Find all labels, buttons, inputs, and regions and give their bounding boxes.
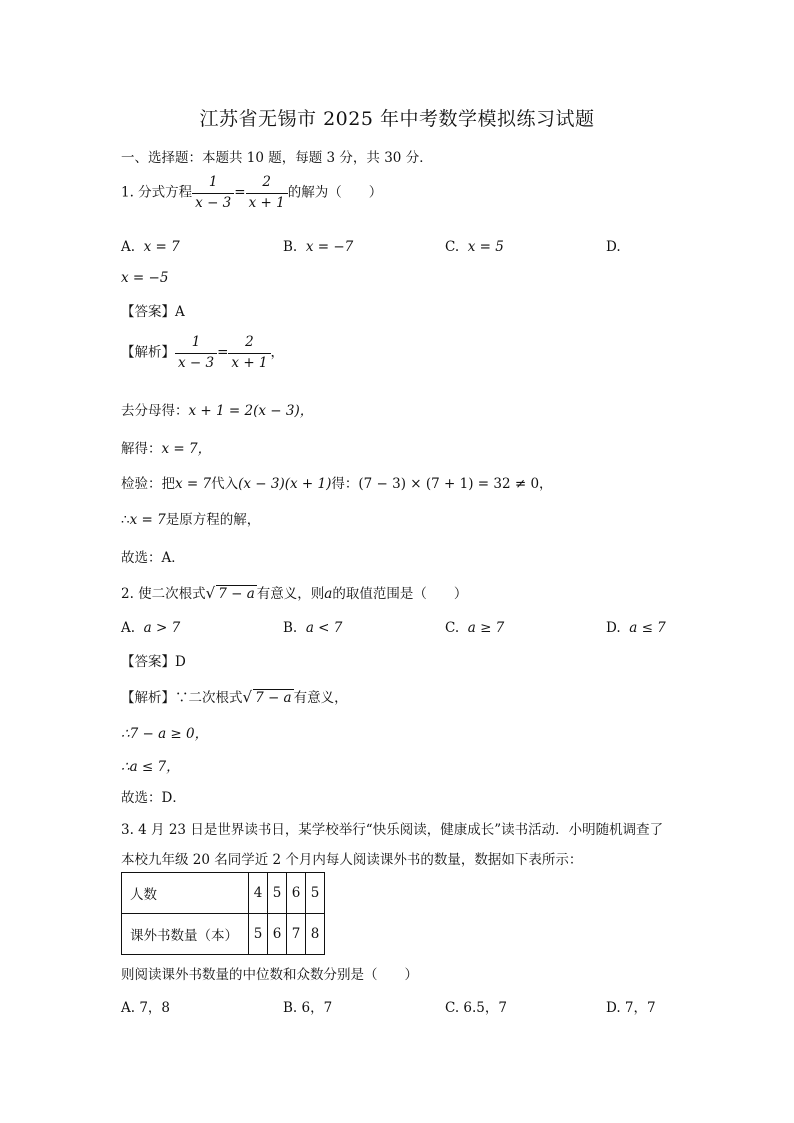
- q1-step-3: [121, 472, 553, 492]
- q1-analysis-frac-left-den: x − 3: [178, 354, 215, 371]
- q2-step-1: ∴7 − a ≥ 0，: [121, 726, 209, 742]
- q3-data-table: [121, 872, 325, 955]
- q1-step-3-a: 检验：把: [121, 476, 175, 492]
- q3-stem-line-2: 本校九年级 20 名同学近 2 个月内每人阅读课外书的数量，数据如下表所示：: [121, 852, 583, 868]
- answer-tag: 【答案】: [121, 304, 175, 320]
- q1-step-1-expr: x + 1 = 2(x − 3)，: [188, 403, 314, 419]
- q1-stem-prefix: 1. 分式方程: [121, 184, 193, 201]
- q1-option-a: [121, 239, 180, 255]
- table-row: [122, 914, 325, 955]
- q1-option-d-value: x = −5: [121, 270, 169, 286]
- q1-analysis-frac-right-num: 2: [228, 336, 270, 354]
- q2-stem-suffix: 的取值范围是（ ）: [332, 586, 468, 602]
- q1-analysis-frac-right-den: x + 1: [231, 354, 268, 371]
- q2-option-a-label: A.: [121, 620, 136, 636]
- q1-frac-right-num: 2: [246, 176, 288, 194]
- q2-answer-value: D: [175, 654, 186, 670]
- q1-option-c: [445, 239, 504, 255]
- q2-option-d: [606, 620, 666, 636]
- sqrt-icon: √: [242, 688, 253, 706]
- q1-step-2: [121, 437, 211, 457]
- q1-option-b-label: B.: [283, 239, 298, 255]
- q1-frac-left-num: 1: [192, 176, 234, 194]
- q2-step-3: 故选：D．: [121, 790, 186, 806]
- q1-step-3-c: 代入: [211, 476, 239, 492]
- table-cell: 8: [306, 914, 325, 955]
- q1-step-4-c: 是原方程的解，: [165, 512, 261, 528]
- table-row-label: 课外书数量（本）: [122, 914, 249, 955]
- q2-option-c: [445, 620, 504, 636]
- q1-step-3-b: x = 7: [175, 476, 212, 492]
- q1-option-b-value: x = −7: [305, 239, 354, 255]
- q2-option-b-value: a < 7: [305, 620, 343, 636]
- q2-option-d-value: a ≤ 7: [629, 620, 666, 636]
- table-cell: 5: [306, 873, 325, 914]
- q2-stem-prefix: 2. 使二次根式: [121, 586, 206, 602]
- q1-option-b: [283, 239, 353, 255]
- q2-option-c-value: a ≥ 7: [467, 620, 505, 636]
- q1-answer-value: A: [175, 304, 185, 320]
- q1-frac-right-den: x + 1: [248, 194, 285, 211]
- q3-option-c: C. 6.5，7: [445, 1000, 507, 1016]
- analysis-tag: 【解析】: [121, 690, 175, 706]
- q2-option-b-label: B.: [283, 620, 298, 636]
- q1-step-4: [121, 508, 260, 528]
- q2-analysis: [121, 686, 348, 706]
- q2-step-2: ∴a ≤ 7，: [121, 759, 180, 775]
- q2-analysis-b: 有意义，: [293, 690, 348, 706]
- q1-step-3-d: (x − 3)(x + 1): [238, 476, 332, 492]
- q1-step-5: 故选：A．: [121, 550, 185, 566]
- q1-analysis-tail: ，: [270, 344, 285, 361]
- q2-analysis-radicand: 7 − a: [255, 690, 292, 706]
- q1-stem-suffix: 的解为（ ）: [287, 184, 383, 201]
- q1-equals: =: [234, 184, 246, 201]
- q2-stem: [121, 582, 467, 602]
- q2-analysis-a: ∵二次根式: [175, 690, 243, 706]
- q3-stem-line-1: 3. 4 月 23 日是世界读书日，某学校举行“快乐阅读，健康成长”读书活动．小明随机调查了: [121, 822, 664, 838]
- answer-tag: 【答案】: [121, 654, 175, 670]
- q2-option-b: [283, 620, 342, 636]
- q2-option-a-value: a > 7: [143, 620, 181, 636]
- section-heading: 一、选择题：本题共 10 题，每题 3 分，共 30 分．: [121, 150, 433, 166]
- q1-option-c-value: x = 5: [467, 239, 504, 255]
- document-title: 江苏省无锡市 2025 年中考数学模拟练习试题: [199, 108, 595, 130]
- table-cell: 6: [287, 873, 306, 914]
- q1-option-a-label: A.: [121, 239, 136, 255]
- q1-fraction-left: [192, 176, 234, 210]
- q1-fraction-right: [246, 176, 288, 210]
- q2-variable: a: [324, 586, 333, 602]
- q2-answer: [121, 650, 186, 670]
- q1-step-3-e: 得：: [331, 476, 359, 492]
- q1-step-4-a: ∴: [121, 512, 130, 528]
- q1-analysis-fraction-left: [175, 336, 217, 370]
- q1-option-a-value: x = 7: [143, 239, 180, 255]
- q2-stem-mid: 有意义，则: [256, 586, 325, 602]
- table-row: [122, 873, 325, 914]
- q1-frac-left-den: x − 3: [195, 194, 232, 211]
- q2-option-c-label: C.: [445, 620, 460, 636]
- q1-step-1: [121, 399, 313, 419]
- table-cell: 7: [287, 914, 306, 955]
- table-cell: 5: [249, 914, 268, 955]
- table-cell: 6: [268, 914, 287, 955]
- q1-step-2-expr: x = 7，: [161, 441, 212, 457]
- q1-step-1-label: 去分母得：: [121, 403, 189, 419]
- analysis-tag: 【解析】: [121, 344, 175, 361]
- q2-option-a: [121, 620, 180, 636]
- q3-option-a: A. 7，8: [121, 1000, 171, 1016]
- q2-option-d-label: D.: [606, 620, 621, 636]
- table-cell: 5: [268, 873, 287, 914]
- table-row-label: 人数: [122, 873, 249, 914]
- q3-option-b: B. 6，7: [283, 1000, 333, 1016]
- sqrt-icon: √: [205, 584, 216, 602]
- q3-option-d: D. 7，7: [606, 1000, 656, 1016]
- table-cell: 4: [249, 873, 268, 914]
- q1-analysis-frac-left-num: 1: [175, 336, 217, 354]
- q1-option-c-label: C.: [445, 239, 460, 255]
- q1-step-3-f: (7 − 3) × (7 + 1) = 32 ≠ 0，: [358, 476, 553, 492]
- q3-question: 则阅读课外书数量的中位数和众数分别是（ ）: [121, 967, 418, 983]
- q1-analysis-fraction-right: [228, 336, 270, 370]
- q1-answer: [121, 300, 185, 320]
- q2-radicand: 7 − a: [218, 586, 255, 602]
- q1-step-2-label: 解得：: [121, 441, 162, 457]
- q1-analysis-equals: =: [217, 344, 229, 361]
- q1-analysis: [121, 336, 284, 370]
- q1-option-d: [606, 239, 621, 255]
- q1-option-d-label: D.: [606, 239, 621, 255]
- q1-stem: [121, 176, 382, 210]
- q1-step-4-b: x = 7: [129, 512, 166, 528]
